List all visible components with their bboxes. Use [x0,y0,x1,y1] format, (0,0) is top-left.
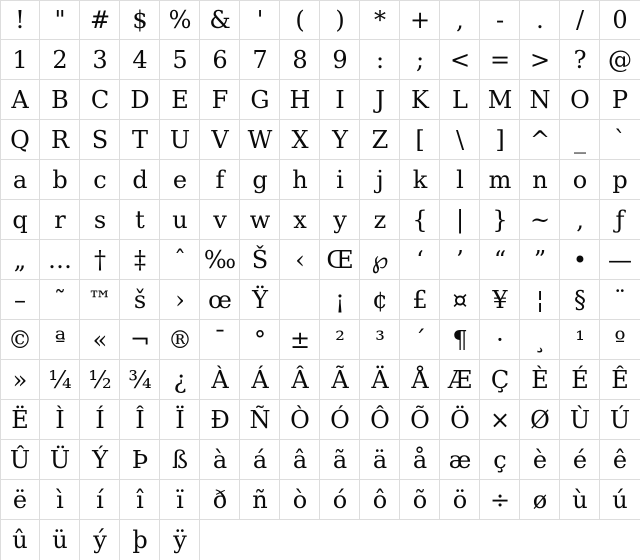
glyph-cell[interactable]: ¶ [440,320,480,360]
glyph-cell[interactable]: K [400,80,440,120]
glyph-cell[interactable]: ¬ [120,320,160,360]
glyph-cell[interactable]: i [320,160,360,200]
glyph-cell[interactable]: ° [240,320,280,360]
glyph-cell[interactable]: Œ [320,240,360,280]
glyph-cell[interactable]: § [560,280,600,320]
glyph-cell[interactable]: ³ [360,320,400,360]
glyph-cell[interactable]: ê [600,440,640,480]
empty-cell [560,520,600,560]
glyph-cell[interactable]: ^ [520,120,560,160]
empty-cell [360,520,400,560]
glyph-cell[interactable]: Ï [160,400,200,440]
glyph-cell[interactable]: ™ [80,280,120,320]
glyph-cell[interactable]: þ [120,520,160,560]
glyph-cell[interactable]: r [40,200,80,240]
glyph-cell[interactable]: $ [120,0,160,40]
glyph-cell[interactable]: 9 [320,40,360,80]
glyph-cell[interactable]: ñ [240,480,280,520]
glyph-cell[interactable]: ½ [80,360,120,400]
glyph-cell[interactable]: # [80,0,120,40]
glyph-cell[interactable]: ë [0,480,40,520]
glyph-cell[interactable]: Í [80,400,120,440]
glyph-cell[interactable]: _ [560,120,600,160]
glyph-cell[interactable]: ü [40,520,80,560]
glyph-cell[interactable]: ” [520,240,560,280]
glyph-cell[interactable]: ò [280,480,320,520]
glyph-cell[interactable]: * [360,0,400,40]
glyph-cell[interactable]: ‘ [400,240,440,280]
glyph-cell[interactable]: ó [320,480,360,520]
glyph-cell[interactable]: Û [0,440,40,480]
glyph-cell[interactable] [280,280,320,320]
glyph-cell[interactable]: q [0,200,40,240]
glyph-cell[interactable]: Y [320,120,360,160]
glyph-cell[interactable]: P [600,80,640,120]
glyph-cell[interactable]: Ë [0,400,40,440]
glyph-cell[interactable]: Æ [440,360,480,400]
glyph-cell[interactable]: [ [400,120,440,160]
glyph-cell[interactable]: C [80,80,120,120]
glyph-cell[interactable]: ~ [520,200,560,240]
glyph-cell[interactable]: Z [360,120,400,160]
glyph-cell[interactable]: ¼ [40,360,80,400]
glyph-cell[interactable]: | [440,200,480,240]
glyph-cell[interactable]: m [480,160,520,200]
glyph-cell[interactable]: Q [0,120,40,160]
glyph-cell[interactable]: ¿ [160,360,200,400]
glyph-cell[interactable]: ç [480,440,520,480]
glyph-cell[interactable]: o [560,160,600,200]
glyph-cell[interactable]: Î [120,400,160,440]
glyph-cell[interactable]: Ÿ [240,280,280,320]
glyph-cell[interactable]: Ç [480,360,520,400]
glyph-cell[interactable]: h [280,160,320,200]
glyph-cell[interactable]: „ [0,240,40,280]
glyph-cell[interactable]: H [280,80,320,120]
glyph-cell[interactable]: » [0,360,40,400]
glyph-cell[interactable]: I [320,80,360,120]
glyph-cell[interactable]: , [440,0,480,40]
glyph-cell[interactable]: c [80,160,120,200]
empty-cell [600,520,640,560]
glyph-cell[interactable]: ‚ [560,200,600,240]
glyph-cell[interactable]: Ø [520,400,560,440]
glyph-cell[interactable]: ¦ [520,280,560,320]
glyph-cell[interactable]: z [360,200,400,240]
glyph-cell[interactable]: 2 [40,40,80,80]
glyph-cell[interactable]: û [0,520,40,560]
glyph-cell[interactable]: É [560,360,600,400]
glyph-cell[interactable]: > [520,40,560,80]
glyph-cell[interactable]: – [0,280,40,320]
glyph-cell[interactable]: · [480,320,520,360]
glyph-cell[interactable]: ` [600,120,640,160]
glyph-cell[interactable]: £ [400,280,440,320]
glyph-cell[interactable]: a [0,160,40,200]
glyph-cell[interactable]: D [120,80,160,120]
glyph-cell[interactable]: ¸ [520,320,560,360]
glyph-cell[interactable]: ℘ [360,240,400,280]
glyph-cell[interactable]: u [160,200,200,240]
glyph-cell[interactable]: p [600,160,640,200]
glyph-cell[interactable]: X [280,120,320,160]
glyph-cell[interactable]: . [520,0,560,40]
glyph-cell[interactable]: 6 [200,40,240,80]
glyph-cell[interactable]: Ã [320,360,360,400]
glyph-cell[interactable]: ö [440,480,480,520]
glyph-cell[interactable]: í [80,480,120,520]
glyph-cell[interactable]: Å [400,360,440,400]
glyph-cell[interactable]: « [80,320,120,360]
glyph-cell[interactable]: B [40,80,80,120]
glyph-cell[interactable]: ý [80,520,120,560]
glyph-cell[interactable]: + [400,0,440,40]
glyph-cell[interactable]: ¤ [440,280,480,320]
glyph-cell[interactable]: E [160,80,200,120]
glyph-cell[interactable]: - [480,0,520,40]
glyph-cell[interactable]: ˜ [40,280,80,320]
glyph-cell[interactable]: & [200,0,240,40]
glyph-cell[interactable]: Ò [280,400,320,440]
glyph-cell[interactable]: = [480,40,520,80]
glyph-cell[interactable]: ã [320,440,360,480]
glyph-cell[interactable]: ¢ [360,280,400,320]
glyph-cell[interactable]: v [200,200,240,240]
glyph-cell[interactable]: e [160,160,200,200]
glyph-cell[interactable]: ú [600,480,640,520]
glyph-cell[interactable]: ù [560,480,600,520]
glyph-cell[interactable]: 5 [160,40,200,80]
glyph-cell[interactable]: % [160,0,200,40]
glyph-cell[interactable]: V [200,120,240,160]
glyph-cell[interactable]: F [200,80,240,120]
glyph-cell[interactable]: ¾ [120,360,160,400]
glyph-cell[interactable]: ø [520,480,560,520]
glyph-cell[interactable]: × [480,400,520,440]
glyph-cell[interactable]: à [200,440,240,480]
glyph-cell[interactable]: t [120,200,160,240]
glyph-cell[interactable]: / [560,0,600,40]
glyph-cell[interactable]: ( [280,0,320,40]
glyph-cell[interactable]: k [400,160,440,200]
glyph-cell[interactable]: æ [440,440,480,480]
glyph-cell[interactable]: @ [600,40,640,80]
glyph-cell[interactable]: ] [480,120,520,160]
glyph-cell[interactable]: ' [240,0,280,40]
glyph-cell[interactable]: f [200,160,240,200]
glyph-cell[interactable]: È [520,360,560,400]
empty-cell [280,520,320,560]
glyph-cell[interactable]: Ó [320,400,360,440]
glyph-cell[interactable]: õ [400,480,440,520]
glyph-cell[interactable]: l [440,160,480,200]
glyph-cell[interactable]: s [80,200,120,240]
glyph-cell[interactable]: Ö [440,400,480,440]
glyph-cell[interactable]: è [520,440,560,480]
glyph-cell[interactable]: w [240,200,280,240]
empty-cell [240,520,280,560]
glyph-cell[interactable]: ‡ [120,240,160,280]
glyph-cell[interactable]: g [240,160,280,200]
glyph-cell[interactable]: J [360,80,400,120]
glyph-cell[interactable]: ì [40,480,80,520]
glyph-cell[interactable]: } [480,200,520,240]
glyph-cell[interactable]: 1 [0,40,40,80]
glyph-cell[interactable]: ¨ [600,280,640,320]
glyph-cell[interactable]: ¯ [200,320,240,360]
empty-cell [440,520,480,560]
glyph-cell[interactable]: 8 [280,40,320,80]
glyph-cell[interactable]: œ [200,280,240,320]
glyph-cell[interactable]: Ê [600,360,640,400]
glyph-cell[interactable]: { [400,200,440,240]
glyph-cell[interactable]: ÷ [480,480,520,520]
empty-cell [520,520,560,560]
glyph-cell[interactable]: ± [280,320,320,360]
glyph-cell[interactable]: › [160,280,200,320]
glyph-cell[interactable]: ¥ [480,280,520,320]
glyph-cell[interactable]: î [120,480,160,520]
glyph-cell[interactable]: ˆ [160,240,200,280]
glyph-cell[interactable]: M [480,80,520,120]
glyph-cell[interactable]: “ [480,240,520,280]
glyph-cell[interactable]: ß [160,440,200,480]
glyph-cell[interactable]: Á [240,360,280,400]
glyph-cell[interactable]: 3 [80,40,120,80]
glyph-cell[interactable]: b [40,160,80,200]
glyph-cell[interactable]: ª [40,320,80,360]
glyph-cell[interactable]: Ý [80,440,120,480]
glyph-cell[interactable]: " [40,0,80,40]
glyph-cell[interactable]: â [280,440,320,480]
glyph-cell[interactable]: å [400,440,440,480]
glyph-cell[interactable]: Â [280,360,320,400]
glyph-cell[interactable]: Þ [120,440,160,480]
glyph-cell[interactable]: U [160,120,200,160]
glyph-cell[interactable]: é [560,440,600,480]
glyph-cell[interactable]: \ [440,120,480,160]
glyph-cell[interactable]: x [280,200,320,240]
glyph-cell[interactable]: O [560,80,600,120]
glyph-cell[interactable]: • [560,240,600,280]
glyph-cell[interactable]: Õ [400,400,440,440]
glyph-cell[interactable]: Š [240,240,280,280]
glyph-cell[interactable]: Ú [600,400,640,440]
glyph-cell[interactable]: ? [560,40,600,80]
glyph-cell[interactable]: † [80,240,120,280]
glyph-cell[interactable]: ; [400,40,440,80]
glyph-cell[interactable]: R [40,120,80,160]
glyph-cell[interactable]: N [520,80,560,120]
glyph-cell[interactable]: Ù [560,400,600,440]
glyph-cell[interactable]: A [0,80,40,120]
glyph-cell[interactable]: ‹ [280,240,320,280]
glyph-cell[interactable]: ‰ [200,240,240,280]
glyph-cell[interactable]: Ô [360,400,400,440]
glyph-cell[interactable]: ƒ [600,200,640,240]
glyph-cell[interactable]: º [600,320,640,360]
glyph-cell[interactable]: W [240,120,280,160]
glyph-cell[interactable]: T [120,120,160,160]
glyph-cell[interactable]: d [120,160,160,200]
glyph-cell[interactable]: ! [0,0,40,40]
empty-cell [200,520,240,560]
empty-cell [320,520,360,560]
glyph-cell[interactable]: L [440,80,480,120]
glyph-cell[interactable]: … [40,240,80,280]
glyph-cell[interactable]: j [360,160,400,200]
glyph-cell[interactable]: — [600,240,640,280]
glyph-cell[interactable]: ï [160,480,200,520]
glyph-cell[interactable]: ð [200,480,240,520]
glyph-cell[interactable]: ô [360,480,400,520]
glyph-cell[interactable]: 0 [600,0,640,40]
glyph-cell[interactable]: n [520,160,560,200]
glyph-cell[interactable]: S [80,120,120,160]
glyph-cell[interactable]: ¹ [560,320,600,360]
glyph-cell[interactable]: ä [360,440,400,480]
glyph-cell[interactable]: 7 [240,40,280,80]
glyph-cell[interactable]: Ä [360,360,400,400]
glyph-cell[interactable]: Ì [40,400,80,440]
glyph-cell[interactable]: á [240,440,280,480]
glyph-cell[interactable]: ÿ [160,520,200,560]
glyph-cell[interactable]: y [320,200,360,240]
glyph-cell[interactable]: : [360,40,400,80]
glyph-cell[interactable]: Ñ [240,400,280,440]
empty-cell [400,520,440,560]
glyph-cell[interactable]: ¡ [320,280,360,320]
glyph-cell[interactable]: ´ [400,320,440,360]
glyph-cell[interactable]: ) [320,0,360,40]
glyph-cell[interactable]: ² [320,320,360,360]
glyph-cell[interactable]: Ð [200,400,240,440]
glyph-cell[interactable]: š [120,280,160,320]
glyph-cell[interactable]: ® [160,320,200,360]
glyph-cell[interactable]: À [200,360,240,400]
glyph-cell[interactable]: Ü [40,440,80,480]
glyph-cell[interactable]: © [0,320,40,360]
glyph-cell[interactable]: ’ [440,240,480,280]
glyph-cell[interactable]: G [240,80,280,120]
glyph-cell[interactable]: < [440,40,480,80]
empty-cell [480,520,520,560]
glyph-cell[interactable]: 4 [120,40,160,80]
